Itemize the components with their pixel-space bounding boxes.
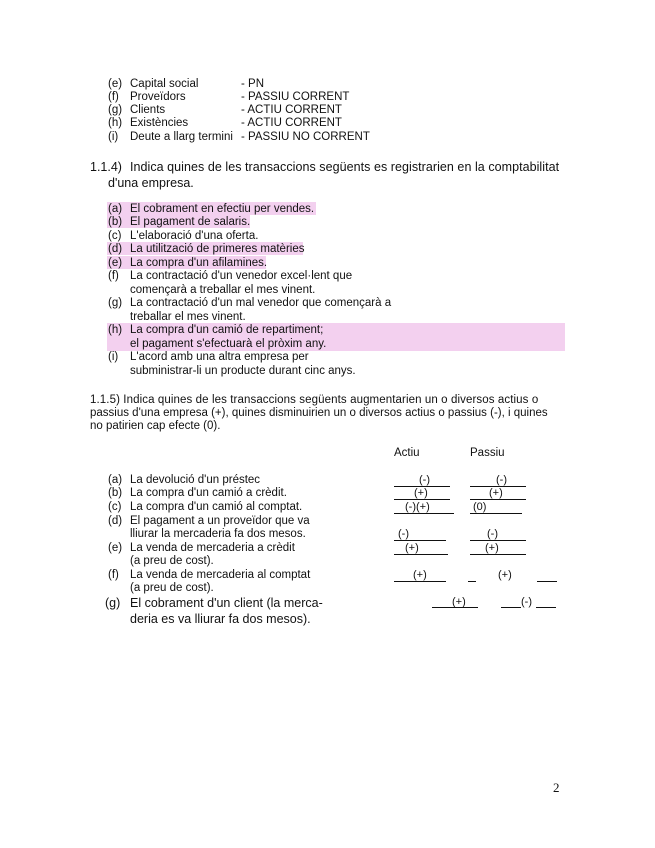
item-text: La compra d'un camió de repartiment; bbox=[130, 324, 324, 336]
item-class: - PN bbox=[241, 78, 264, 90]
item-letter: (e) bbox=[108, 542, 123, 554]
item-letter: (e) bbox=[108, 257, 123, 269]
actiu-answer: (-) bbox=[398, 528, 409, 540]
list-item bbox=[108, 78, 122, 92]
answer-line bbox=[394, 499, 450, 500]
answer-line bbox=[537, 581, 557, 582]
item-text: L'elaboració d'una oferta. bbox=[130, 230, 259, 242]
item-letter: (f) bbox=[108, 569, 119, 581]
item-text: El cobrament d'un client (la merca- bbox=[130, 596, 323, 610]
passiu-answer: (-) bbox=[521, 596, 532, 608]
column-header-passiu: Passiu bbox=[470, 447, 505, 459]
item-text: El pagament de salaris. bbox=[130, 216, 251, 228]
item-letter: (c) bbox=[108, 501, 122, 513]
item-text: La venda de mercaderia al comptat bbox=[130, 569, 311, 581]
item-letter: (c) bbox=[108, 230, 122, 242]
item-letter: (i) bbox=[108, 351, 119, 363]
item-letter: (d) bbox=[108, 515, 123, 527]
item-text: subministrar-li un producte durant cinc anys. bbox=[130, 365, 356, 377]
question-text-line2: d'una empresa. bbox=[108, 176, 194, 190]
page-number: 2 bbox=[553, 780, 560, 795]
passiu-answer: (+) bbox=[485, 542, 499, 554]
item-text: lliurar la mercaderia fa dos mesos. bbox=[130, 528, 306, 540]
item-text: La compra d'un camió al comptat. bbox=[130, 501, 303, 513]
answer-line bbox=[394, 513, 454, 514]
item-letter: (e) bbox=[108, 78, 123, 90]
item-letter: (b) bbox=[108, 216, 123, 228]
passiu-answer: (+) bbox=[498, 569, 512, 581]
answer-line bbox=[394, 540, 446, 541]
item-class: - PASSIU NO CORRENT bbox=[241, 131, 370, 143]
item-letter: (f) bbox=[108, 270, 119, 282]
answer-line bbox=[394, 581, 446, 582]
answer-line bbox=[468, 581, 476, 582]
item-letter: (a) bbox=[108, 203, 123, 215]
actiu-answer: (+) bbox=[414, 487, 428, 499]
item-text: (a preu de cost). bbox=[130, 555, 214, 567]
item-text: treballar el mes vinent. bbox=[130, 311, 246, 323]
passiu-answer: (-) bbox=[496, 474, 507, 486]
item-text: el pagament s'efectuarà el pròxim any. bbox=[130, 338, 327, 350]
item-text: La compra d'un camió a crèdit. bbox=[130, 487, 287, 499]
answer-line bbox=[470, 554, 526, 555]
item-class: - ACTIU CORRENT bbox=[241, 104, 342, 116]
item-text: (a preu de cost). bbox=[130, 582, 214, 594]
item-text: La utilització de primeres matèries bbox=[130, 243, 305, 255]
item-text: deria es va lliurar fa dos mesos). bbox=[130, 612, 311, 626]
item-letter: (h) bbox=[108, 117, 123, 129]
item-letter: (g) bbox=[108, 104, 123, 116]
item-term: Capital social bbox=[130, 78, 199, 90]
question-text-line1: 1.1.5) Indica quines de les transaccions següents augmentarien un o diversos actius o bbox=[90, 394, 539, 406]
item-text: El pagament a un proveïdor que va bbox=[130, 515, 310, 527]
answer-line bbox=[470, 513, 522, 514]
answer-line bbox=[536, 607, 556, 608]
item-text: El cobrament en efectiu per vendes. bbox=[130, 203, 315, 215]
item-text: començarà a treballar el mes vinent. bbox=[130, 284, 316, 296]
item-letter: (i) bbox=[108, 131, 119, 143]
passiu-answer: (0) bbox=[473, 501, 487, 513]
answer-line bbox=[394, 554, 448, 555]
item-text: La devolució d'un préstec bbox=[130, 474, 261, 486]
item-term: Clients bbox=[130, 104, 166, 116]
item-letter: (a) bbox=[108, 474, 123, 486]
item-text: La venda de mercaderia a crèdit bbox=[130, 542, 295, 554]
item-term: Proveïdors bbox=[130, 91, 186, 103]
item-letter: (g) bbox=[105, 596, 121, 610]
item-letter: (f) bbox=[108, 91, 119, 103]
item-term: Deute a llarg termini bbox=[130, 131, 233, 143]
actiu-answer: (-) bbox=[419, 474, 430, 486]
question-text-line3: no patirien cap efecte (0). bbox=[90, 420, 221, 432]
answer-line bbox=[470, 540, 526, 541]
item-letter: (d) bbox=[108, 243, 123, 255]
actiu-answer: (+) bbox=[413, 569, 427, 581]
item-text: La compra d'un afilamines. bbox=[130, 257, 268, 269]
actiu-answer: (-)(+) bbox=[405, 501, 430, 513]
item-text: La contractació d'un mal venedor que començarà a bbox=[130, 297, 392, 309]
question-text-line2: passius d'una empresa (+), quines disminuirien un o diversos actius o passius (-), i quines bbox=[90, 407, 548, 419]
item-letter: (b) bbox=[108, 487, 123, 499]
item-letter: (h) bbox=[108, 324, 123, 336]
actiu-answer: (+) bbox=[452, 596, 466, 608]
actiu-answer: (+) bbox=[405, 542, 419, 554]
answer-line bbox=[501, 607, 521, 608]
passiu-answer: (+) bbox=[489, 487, 503, 499]
item-text: La contractació d'un venedor excel·lent que bbox=[130, 270, 353, 282]
column-header-actiu: Actiu bbox=[394, 447, 420, 459]
item-class: - ACTIU CORRENT bbox=[241, 117, 342, 129]
item-text: L'acord amb una altra empresa per bbox=[130, 351, 309, 363]
passiu-answer: (-) bbox=[487, 528, 498, 540]
answer-line bbox=[470, 499, 526, 500]
question-number: 1.1.4) bbox=[90, 160, 122, 174]
item-term: Existències bbox=[130, 117, 189, 129]
question-text-line1: Indica quines de les transaccions següents es registrarien en la comptabilitat bbox=[130, 160, 560, 174]
item-class: - PASSIU CORRENT bbox=[241, 91, 350, 103]
item-letter: (g) bbox=[108, 297, 123, 309]
